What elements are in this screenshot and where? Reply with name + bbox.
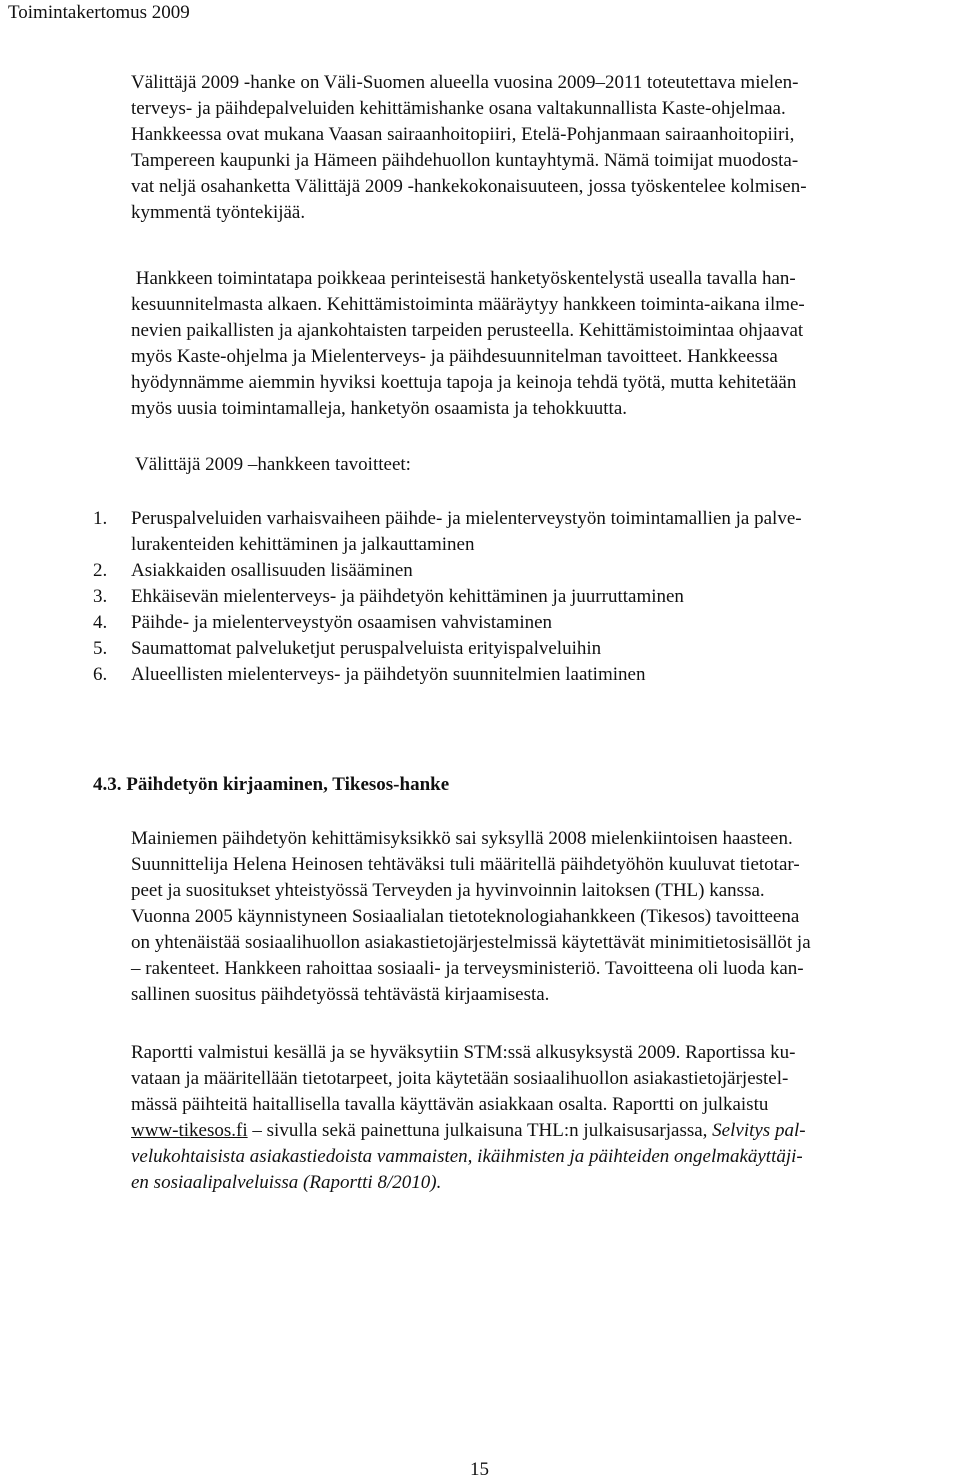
text-line: mässä päihteitä haitallisella tavalla käyttävän asiakkaan osalta. Raportti on julkaistu [131,1094,769,1115]
text-line: hyödynnämme aiemmin hyviksi koettuja tapoja ja keinoja tehdä työtä, mutta kehitetään [131,372,797,393]
paragraph-working-method [131,266,960,422]
text-line: vataan ja määritellään tietotarpeet, joita käytetään sosiaalihuollon asiakastietojärjestel- [131,1068,789,1089]
text-segment: – sivulla sekä painettuna julkaisuna THL:n julkaisusarjassa, [247,1120,713,1141]
objectives-list [93,506,960,688]
list-item [93,636,960,662]
list-item-text: Asiakkaiden osallisuuden lisääminen [131,560,413,581]
list-item-text: Peruspalveluiden varhaisvaiheen päihde- ja mielenterveystyön toimintamallien ja palve- [131,508,802,529]
text-line: Raportti valmistui kesällä ja se hyväksytiin STM:ssä alkusyksystä 2009. Raportissa ku- [131,1042,796,1063]
objectives-title: Välittäjä 2009 –hankkeen tavoitteet: [135,454,411,475]
list-item [93,558,960,584]
list-item [93,584,960,610]
text-line: kesuunnitelmasta alkaen. Kehittämistoiminta määräytyy hankkeen toiminta-aikana ilme- [131,294,805,315]
text-line: on yhtenäistää sosiaalihuollon asiakastietojärjestelmissä käytettävät minimitietosisällöt ja [131,932,811,953]
page-number: 15 [470,1459,489,1480]
text-line: – rakenteet. Hankkeen rahoittaa sosiaali- ja terveysministeriö. Tavoitteena oli luoda kan- [131,958,804,979]
list-item-number: 5. [93,638,108,659]
text-line: Tampereen kaupunki ja Hämeen päihdehuollon kuntayhtymä. Nämä toimijat muodosta- [131,150,799,171]
list-item-number: 6. [93,664,108,685]
text-line: nevien paikallisten ja ajankohtaisten tarpeiden perusteella. Kehittämistoimintaa ohjaavat [131,320,804,341]
list-item-number: 2. [93,560,108,581]
paragraph-tikesos-intro [131,826,960,1008]
list-item-text: Ehkäisevän mielenterveys- ja päihdetyön kehittäminen ja juurruttaminen [131,586,684,607]
list-item [93,610,960,636]
text-line: terveys- ja päihdepalveluiden kehittämishanke osana valtakunnallista Kaste-ohjelmaa. [131,98,786,119]
paragraph-report [131,1040,960,1196]
publication-title-line: en sosiaalipalveluissa (Raportti 8/2010). [131,1172,442,1193]
text-line: Suunnittelija Helena Heinosen tehtäväksi tuli määritellä päihdetyöhön kuuluvat tietotar- [131,854,800,875]
list-item-number: 3. [93,586,108,607]
list-item-text: Päihde- ja mielenterveystyön osaamisen vahvistaminen [131,612,553,633]
tikesos-link[interactable]: www-tikesos.fi [131,1120,248,1141]
paragraph-valittaja-intro [131,70,960,226]
text-line: Hankkeen toimintatapa poikkeaa perinteisestä hanketyöskentelystä usealla tavalla han- [131,268,796,289]
list-item-text: Saumattomat palveluketjut peruspalveluista erityispalveluihin [131,638,602,659]
publication-title: Selvitys pal- [712,1120,806,1141]
text-line: peet ja suositukset yhteistyössä Terveyden ja hyvinvoinnin laitoksen (THL) kanssa. [131,880,765,901]
text-line: myös Kaste-ohjelma ja Mielenterveys- ja päihdesuunnitelman tavoitteet. Hankkeessa [131,346,778,367]
list-item [93,662,960,688]
text-line: sallinen suositus päihdetyössä tehtävästä kirjaamisesta. [131,984,550,1005]
list-item-text: Alueellisten mielenterveys- ja päihdetyön suunnitelmien laatiminen [131,664,646,685]
text-line [131,1118,960,1144]
list-item [93,506,960,558]
list-item-number: 1. [93,508,108,529]
text-line: Välittäjä 2009 -hanke on Väli-Suomen alueella vuosina 2009–2011 toteutettava mielen- [131,72,799,93]
text-line: vat neljä osahanketta Välittäjä 2009 -hankekokonaisuuteen, jossa työskentelee kolmisen- [131,176,807,197]
text-line: myös uusia toimintamalleja, hanketyön osaamista ja tehokkuutta. [131,398,628,419]
section-heading: 4.3. Päihdetyön kirjaaminen, Tikesos-hanke [93,774,450,795]
text-line: Vuonna 2005 käynnistyneen Sosiaalialan tietoteknologiahankkeen (Tikesos) tavoitteena [131,906,800,927]
list-item-number: 4. [93,612,108,633]
text-line: kymmentä työntekijää. [131,202,306,223]
text-line: Mainiemen päihdetyön kehittämisyksikkö sai syksyllä 2008 mielenkiintoisen haasteen. [131,828,793,849]
text-line: Hankkeessa ovat mukana Vaasan sairaanhoitopiiri, Etelä-Pohjanmaan sairaanhoitopiiri, [131,124,795,145]
page-header-title: Toimintakertomus 2009 [8,2,190,23]
publication-title-line: velukohtaisista asiakastiedoista vammaisten, ikäihmisten ja päihteiden ongelmakäyttäji- [131,1146,803,1167]
list-item-text: lurakenteiden kehittäminen ja jalkauttaminen [131,534,475,555]
